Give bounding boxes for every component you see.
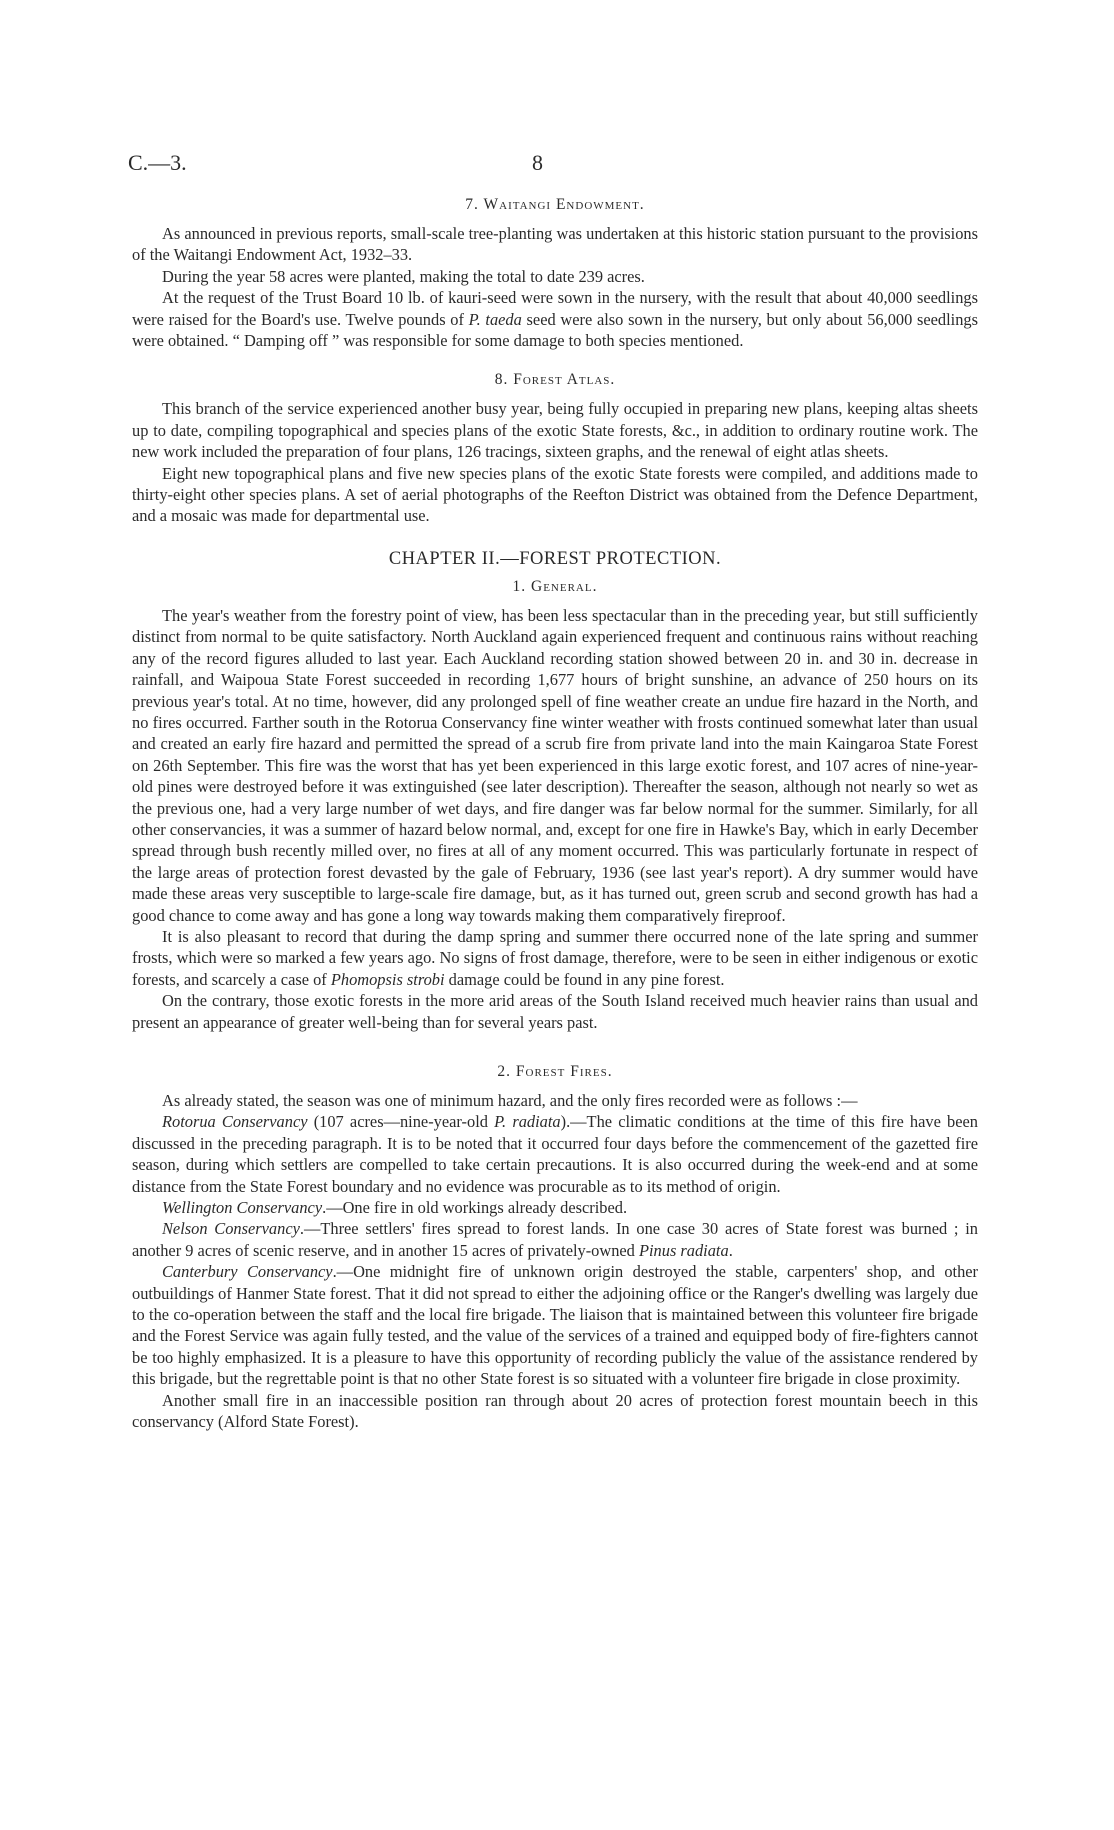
paragraph: Nelson Conservancy.—Three settlers' fires spread to forest lands. In one case 30 acres of State forest was burned ; in another 9 acres of scenic reserve, and in another 15 acres of privately-owned Pinus radiata.: [132, 1219, 979, 1260]
page-body: [132, 196, 978, 1433]
section-heading-waitangi: 7. Waitangi Endowment.: [465, 196, 645, 213]
section-heading-forest-atlas: 8. Forest Atlas.: [494, 371, 616, 389]
document-reference: C.—3.: [128, 150, 187, 175]
paragraph: The year's weather from the forestry point of view, has been less spectacular than in the preceding year, but still sufficiently distinct from normal to be quite satisfactory. North Auckland again experienced frequent and continuous rains without reaching any of the record figures alluded to last year. Each Auckland recording station showed between 20 in. and 30 in. decrease in rainfall, and Waipoua State Forest succeeded in recording 1,677 hours of bright sunshine, an advance of 250 hours on its previous year's total. At no time, however, did any prolonged spell of fine weather create an undue fire hazard in the North, and no fires occurred. Farther south in the Rotorua Conservancy fine winter weather with frosts continued somewhat later than usual and created an early fire hazard and permitted the spread of a scrub fire from private land into the main Kaingaroa State Forest on 26th September. This fire was the worst that has yet been experienced in this large exotic forest, and 107 acres of nine-year-old pines were destroyed before it was extinguished (see later description). Thereafter the season, although not nearly so wet as the previous one, had a very large number of wet days, and fire danger was far below normal for the summer. Similarly, for all other conservancies, it was a summer of hazard below normal, and, except for one fire in Hawke's Bay, which in early December spread through bush recently milled over, no fires at all of any moment occurred. This was particularly fortunate in respect of the large areas of protection forest devasted by the gale of February, 1936 (see last year's report). A dry summer would have made these areas very susceptible to large-scale fire damage, but, as it has turned out, green scrub and second growth has had a good chance to come away and has gone a long way towards making them comparatively fireproof.: [132, 605, 978, 925]
paragraph: Eight new topographical plans and five new species plans of the exotic State forests were compiled, and additions made to thirty-eight other species plans. A set of aerial photographs of the Reefton District was obtained from the Defence Department, and a mosaic was made for departmental use.: [132, 463, 978, 526]
chapter-heading: CHAPTER II.—FOREST PROTECTION.: [388, 548, 722, 569]
section-heading-general: 1. General.: [512, 577, 598, 595]
paragraph: This branch of the service experienced another busy year, being fully occupied in preparing new plans, keeping altas sheets up to date, compiling topographical and species plans of the exotic State forests, &c., in addition to ordinary routine work. The new work included the preparation of four plans, 126 tracings, sixteen graphs, and the renewal of eight atlas sheets.: [132, 399, 978, 462]
paragraph: Wellington Conservancy.—One fire in old workings already described.: [162, 1198, 628, 1218]
paragraph: During the year 58 acres were planted, making the total to date 239 acres.: [162, 266, 645, 286]
page-number: 8: [532, 150, 543, 175]
paragraph: Canterbury Conservancy.—One midnight fire of unknown origin destroyed the stable, carpenters' shop, and other outbuildings of Hanmer State forest. That it did not spread to either the adjoining office or the Ranger's dwelling was largely due to the co-operation between the staff and the local fire brigade. The liaison that is maintained between this volunteer fire brigade and the Forest Service was again fully tested, and the value of the services of a trained and equipped body of fire-fighters cannot be too highly emphasized. It is a pleasure to have this opportunity of recording publicly the value of the assistance rendered by this brigade, but the regrettable point is that no other State forest is so situated with a volunteer fire brigade in close proximity.: [132, 1262, 978, 1389]
paragraph: It is also pleasant to record that during the damp spring and summer there occurred none of the late spring and summer frosts, which were so marked a few years ago. No signs of frost damage, therefore, were to be seen in either indigenous or exotic forests, and scarcely a case of Phomopsis strobi damage could be found in any pine forest.: [132, 926, 978, 989]
paragraph: As announced in previous reports, small-scale tree-planting was undertaken at this historic station pursuant to the provisions of the Waitangi Endowment Act, 1932–33.: [132, 224, 978, 265]
paragraph: Another small fire in an inaccessible position ran through about 20 acres of protection forest mountain beech in this conservancy (Alford State Forest).: [132, 1390, 978, 1432]
paragraph: At the request of the Trust Board 10 lb. of kauri-seed were sown in the nursery, with the result that about 40,000 seedlings were raised for the Board's use. Twelve pounds of P. taeda seed were also sown in the nursery, but only about 56,000 seedlings were obtained. “ Damping off ” was responsible for some damage to both species mentioned.: [132, 288, 978, 351]
section-heading-forest-fires: 2. Forest Fires.: [497, 1063, 613, 1080]
page-header: [128, 150, 986, 180]
paragraph: As already stated, the season was one of minimum hazard, and the only fires recorded were as follows :—: [162, 1091, 858, 1110]
paragraph: On the contrary, those exotic forests in the more arid areas of the South Island received much heavier rains than usual and present an appearance of greater well-being than for several years past.: [132, 991, 978, 1032]
paragraph: Rotorua Conservancy (107 acres—nine-year-old P. radiata).—The climatic conditions at the time of this fire have been discussed in the preceding paragraph. It is to be noted that it occurred four days before the commencement of the gazetted fire season, during which settlers are compelled to take certain precautions. It is also occurred during the week-end and at some distance from the State Forest boundary and no evidence was procurable as to its method of origin.: [132, 1112, 978, 1196]
